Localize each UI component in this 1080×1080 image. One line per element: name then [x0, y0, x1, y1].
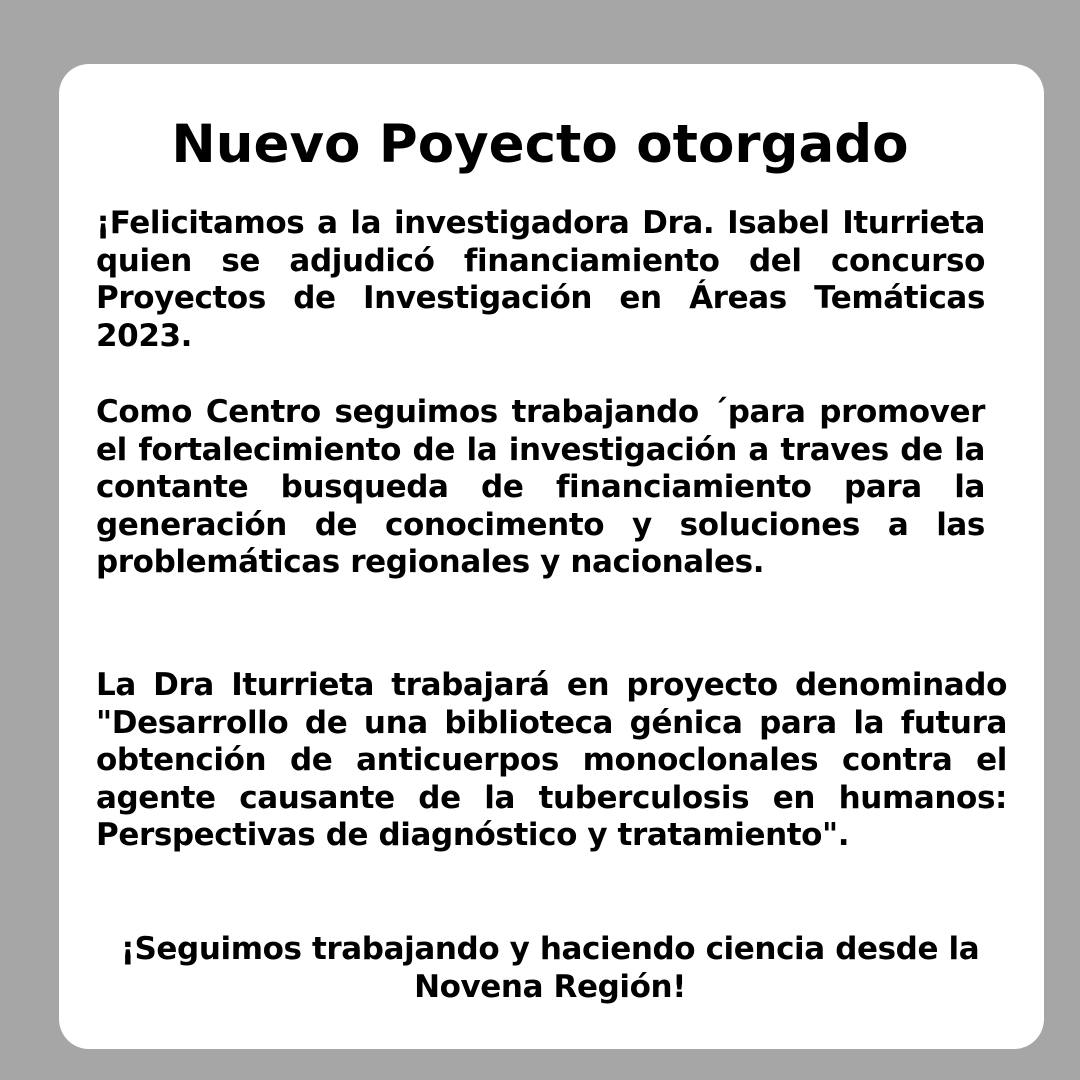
closing-line: ¡Seguimos trabajando y haciendo ciencia desde la Novena Región!: [120, 931, 980, 1005]
paragraph-congratulations: ¡Felicitamos a la investigadora Dra. Isabel Iturrieta quien se adjudicó financiamiento del concurso Proyectos de Investigación en Áreas Temáticas 2023.: [96, 205, 985, 354]
paragraph-center-mission: Como Centro seguimos trabajando ´para promover el fortalecimiento de la investigación a traves de la contante busqueda de financiamiento para la generación de conocimento y soluciones a las problemáticas regionales y nacionales.: [96, 394, 985, 580]
paragraph-project-description: La Dra Iturrieta trabajará en proyecto denominado "Desarrollo de una biblioteca génica para la futura obtención de anticuerpos monoclonales contra el agente causante de la tuberculosis en humanos: Perspectivas de diagnóstico y tratamiento".: [96, 667, 1007, 853]
post-title: Nuevo Poyecto otorgado: [171, 114, 909, 175]
